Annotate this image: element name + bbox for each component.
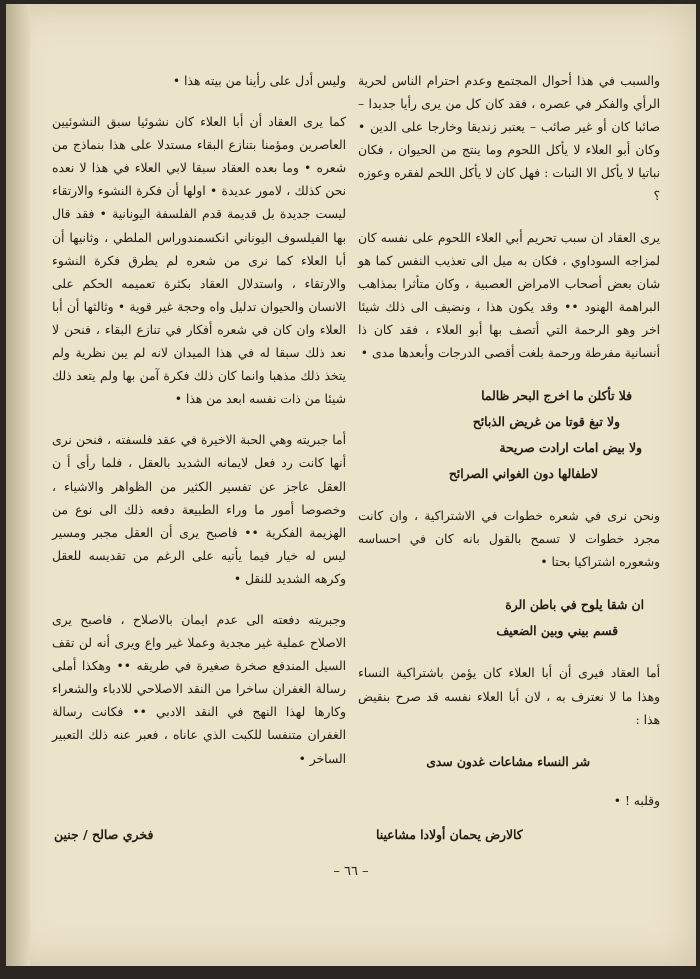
verse-line: لاطفالها دون الغواني الصرائح [448, 466, 598, 482]
verse-line: شر النساء مشاعات غدون سدى [426, 753, 590, 769]
paragraph: كما يرى العقاد أن أبا العلاء كان نشوئيا سبق النشوئيين العاصرين ومؤمنا بتنازع البقاء مستدلا على هذا بنماذج من شعره • وما بعده العقاد سبقا لابي العلاء في هذا لا نعده نحن كذلك ، لامور عديدة • اولها أن فكرة النشوء والارتقاء ليست جديدة بل قديمة قدم الفلسفة اليونانية • فقد قال بها الفيلسوف اليوناني انكسمندوراس الملطي ، وثانيها أن أبا العلاء كما نرى من شعره لم يطرق فكرة النشوء والارتقاء ، واستدلال العقاد بكثرة تعميمه الحكم على الانسان والحيوان تدليل واه وحجة غير قوية • وثالثها أن أبا العلاء وان كان في شعره أفكار في تنازع البقاء ، فنحن لا نعد ذلك سبقا له في هذا الميدان لانه لم يبن نظرية ولم يتخذ ذلك مذهبا وانما كان ذلك فكرة آمن بها ولم يتعد ذلك شيئا من ذات نفسه ابعد من هذا • [52, 115, 346, 407]
paragraph: أما العقاد فيرى أن أبا العلاء كان يؤمن باشتراكية النساء وهذا ما لا نعترف به ، لان أبا العلاء نفسه قد صرح بنقيض هذا : [358, 666, 660, 727]
paragraph: وقلبه ! • [613, 793, 660, 808]
author-signature: فخري صالح / جنين [54, 827, 154, 842]
paragraph: ونحن نرى في شعره خطوات في الاشتراكية ، وان كانت مجرد خطوات لا تسمح بالقول بانه كان في احساسه وشعوره اشتراكيا بحتا • [358, 509, 660, 570]
verse-line: ان شقا يلوح في باطن الرة [505, 597, 644, 613]
verse-line: ولا تبغ قوتا من غريض الذبائح [472, 414, 620, 430]
paragraph: وليس أدل على رأينا من بيته هذا • [172, 74, 346, 88]
page [6, 4, 696, 966]
verse-line: كالارض يحمان أولادا مشاعينا [376, 827, 523, 842]
verse-line: فلا تأكلن ما اخرج البحر ظالما [481, 388, 632, 404]
verse-line: قسم بيني وبين الضعيف [496, 623, 618, 639]
verse-line: ولا بيض امات ارادت صريحة [499, 440, 642, 456]
poem-verse [358, 383, 660, 487]
paragraph: يرى العقاد ان سبب تحريم أبي العلاء اللحوم على نفسه كان لمزاجه السوداوي ، فكان به ميل الى تعذيب النفس كما هو شان بعض أصحاب الامراض العصبية ، وكان متأثرا بمذاهب البراهمة الهنود •• وقد يكون هذا ، ونضيف الى ذلك شيئا اخر وهو الرحمة التي أتصف بها أبو العلاء ، فقد كان ذا أنسانية مفرطة ورحمة بلغت أقصى الدرجات وأبعدها مدى • [358, 230, 660, 361]
paragraph: وجبريته دفعته الى عدم ايمان بالاصلاح ، فاصبح يرى الاصلاح عملية غير مجدية وعملا غير واع ويرى أنه لن تقف السيل المندفع صخرة صغيرة في طريقه •• وهكذا أملى رسالة الغفران ساخرا من النقد الاصلاحي للادباء والشعراء وكارها لهذا النهج في النقد الادبي •• فكانت رسالة الغفران متنفسا للكبت الذي عاناه ، فعبر عنه ذلك التعبير الساخر • [52, 612, 346, 766]
paragraph: والسبب في هذا أحوال المجتمع وعدم احترام الناس لحرية الرأي والفكر في عصره ، فقد كان كل من يرى رأيا جديدا – صائبا كان أو غير صائب – يعتبر زنديقا وخارجا على الدين • وكان أبو العلاء لا يأكل اللحوم وما ينتج من الحيوان ، فكان نباتيا لا يأكل الا النبات : فهل كان لا يأكل اللحم لفقره وعوزه ؟ [358, 74, 660, 204]
page-number: – ٦٦ – [333, 864, 369, 879]
right-column [358, 70, 660, 831]
poem-verse [358, 592, 660, 644]
book-gutter [6, 4, 30, 966]
left-column [52, 70, 346, 789]
paragraph: أما جبريته وهي الحبة الاخيرة في عقد فلسفته ، فنحن نرى أنها كانت رد فعل لايمانه الشديد بالعقل ، فلما رأى أ ن العقل عاجز عن تفسير الكثير من الظواهر والاشياء ، وخصوصا أمور ما وراء الطبيعة دفعه ذلك الى نوع من الهزيمة الفكرية •• فاصبح يرى أن العقل مجبر ومسير ليس له خيار فيما يأتيه على الرغم من تقديسه للعقل وكرهه الشديد للنقل • [52, 433, 346, 586]
